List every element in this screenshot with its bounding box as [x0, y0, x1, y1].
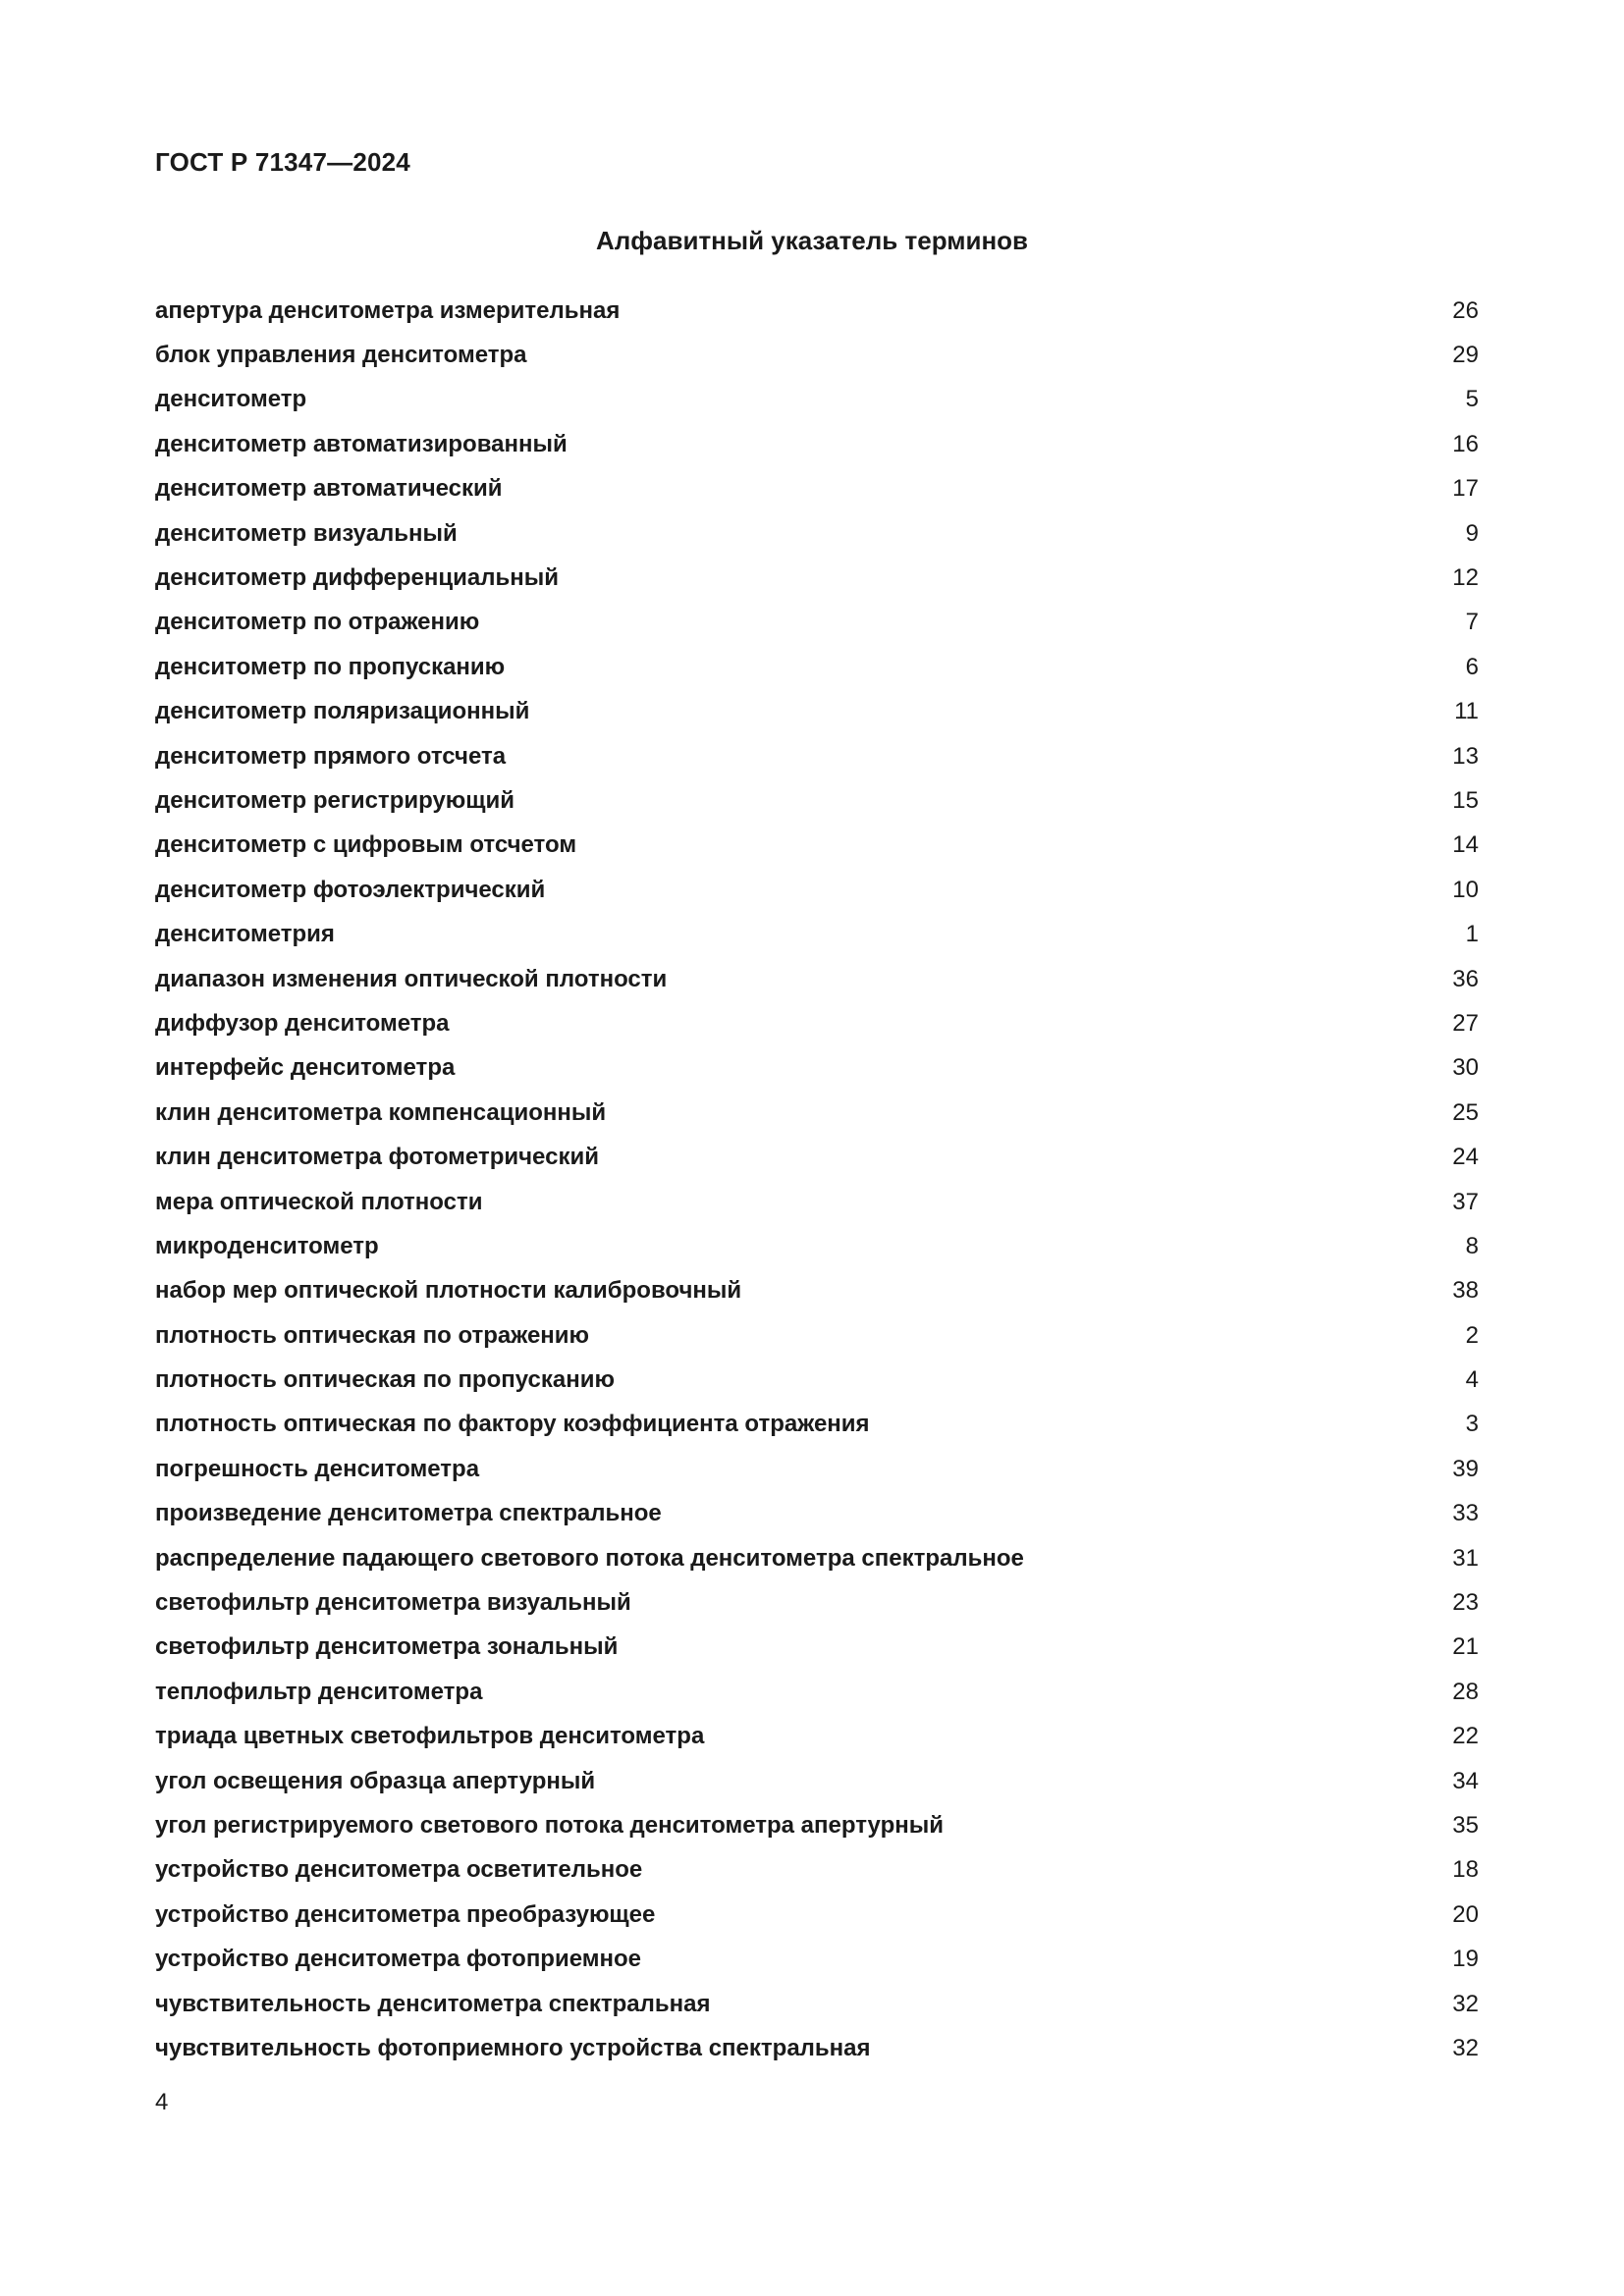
index-term-reference: 12: [1452, 564, 1479, 592]
index-entry: [155, 868, 1479, 912]
index-term-reference: 23: [1452, 1589, 1479, 1617]
index-term: денситометр фотоэлектрический: [155, 876, 546, 903]
index-term: триада цветных светофильтров денситометра: [155, 1723, 705, 1750]
index-term-reference: 26: [1452, 296, 1479, 324]
index-entry: [155, 378, 1479, 422]
index-term-reference: 16: [1452, 430, 1479, 457]
index-term-reference: 13: [1452, 742, 1479, 770]
index-term: денситометр прямого отсчета: [155, 742, 507, 770]
index-term-reference: 38: [1452, 1277, 1479, 1305]
index-term: распределение падающего светового потока денситометра спектральное: [155, 1544, 1024, 1572]
index-term-reference: 35: [1452, 1811, 1479, 1839]
index-term: плотность оптическая по отражению: [155, 1321, 590, 1349]
index-entry: [155, 1848, 1479, 1893]
index-term-reference: 20: [1452, 1900, 1479, 1928]
index-entry: [155, 1046, 1479, 1091]
index-term-reference: 8: [1465, 1232, 1479, 1259]
index-term-reference: 21: [1452, 1633, 1479, 1661]
index-term-reference: 10: [1452, 876, 1479, 903]
index-term: светофильтр денситометра визуальный: [155, 1589, 631, 1617]
page-number: 4: [155, 2089, 169, 2115]
index-term-reference: 6: [1465, 653, 1479, 680]
index-entry: [155, 1358, 1479, 1402]
index-term-reference: 5: [1465, 386, 1479, 413]
index-term-reference: 37: [1452, 1188, 1479, 1215]
index-term: микроденситометр: [155, 1232, 379, 1259]
index-entry: [155, 778, 1479, 823]
index-entry: [155, 912, 1479, 956]
index-entry: [155, 1403, 1479, 1447]
index-term: клин денситометра фотометрический: [155, 1144, 599, 1171]
index-entry: [155, 556, 1479, 600]
index-term-reference: 4: [1465, 1366, 1479, 1394]
index-term: мера оптической плотности: [155, 1188, 483, 1215]
index-term-reference: 31: [1452, 1544, 1479, 1572]
index-entry: [155, 467, 1479, 511]
index-entry: [155, 289, 1479, 333]
index-term-reference: 28: [1452, 1678, 1479, 1705]
index-entry: [155, 1626, 1479, 1670]
index-entry: [155, 1982, 1479, 2026]
index-entry: [155, 1536, 1479, 1580]
index-term-reference: 33: [1452, 1500, 1479, 1527]
index-term: денситометр автоматический: [155, 475, 503, 503]
index-term-reference: 34: [1452, 1767, 1479, 1794]
index-term: произведение денситометра спектральное: [155, 1500, 662, 1527]
index-entry: [155, 1715, 1479, 1759]
index-entry: [155, 1135, 1479, 1179]
index-term-reference: 19: [1452, 1946, 1479, 1973]
index-term-reference: 2: [1465, 1321, 1479, 1349]
term-index-list: [155, 289, 1479, 2071]
index-entry: [155, 2026, 1479, 2070]
index-term: денситометр визуальный: [155, 519, 458, 547]
index-entry: [155, 1670, 1479, 1714]
index-term: устройство денситометра преобразующее: [155, 1900, 656, 1928]
index-entry: [155, 1269, 1479, 1313]
index-term-reference: 22: [1452, 1723, 1479, 1750]
index-term-reference: 29: [1452, 342, 1479, 369]
index-term: чувствительность денситометра спектральная: [155, 1990, 711, 2017]
index-entry: [155, 601, 1479, 645]
index-term-reference: 11: [1454, 698, 1479, 725]
index-entry: [155, 1759, 1479, 1803]
index-term: денситометр по отражению: [155, 609, 480, 636]
index-term: денситометр поляризационный: [155, 698, 530, 725]
index-term-reference: 9: [1465, 519, 1479, 547]
index-entry: [155, 824, 1479, 868]
index-term-reference: 36: [1452, 965, 1479, 992]
index-term: теплофильтр денситометра: [155, 1678, 483, 1705]
index-entry: [155, 1180, 1479, 1224]
index-entry: [155, 1492, 1479, 1536]
index-term-reference: 17: [1452, 475, 1479, 503]
index-term-reference: 24: [1452, 1144, 1479, 1171]
index-term: устройство денситометра осветительное: [155, 1856, 643, 1884]
index-term-reference: 15: [1452, 786, 1479, 814]
index-term-reference: 39: [1452, 1455, 1479, 1482]
index-term: денситометр автоматизированный: [155, 430, 568, 457]
index-term-reference: 1: [1465, 921, 1479, 948]
index-term-reference: 18: [1452, 1856, 1479, 1884]
index-term: блок управления денситометра: [155, 342, 527, 369]
index-term: плотность оптическая по пропусканию: [155, 1366, 615, 1394]
index-term: диапазон изменения оптической плотности: [155, 965, 668, 992]
index-term-reference: 25: [1452, 1098, 1479, 1126]
index-entry: [155, 957, 1479, 1001]
index-term: денситометр регистрирующий: [155, 786, 515, 814]
index-entry: [155, 1893, 1479, 1937]
index-entry: [155, 1313, 1479, 1358]
index-term: плотность оптическая по фактору коэффициента отражения: [155, 1411, 870, 1438]
index-term: денситометр: [155, 386, 307, 413]
index-entry: [155, 1001, 1479, 1045]
document-code: ГОСТ Р 71347—2024: [155, 147, 410, 177]
index-term-reference: 30: [1452, 1054, 1479, 1082]
index-entry: [155, 422, 1479, 466]
index-term-reference: 14: [1452, 831, 1479, 859]
index-term-reference: 3: [1465, 1411, 1479, 1438]
index-term-reference: 7: [1465, 609, 1479, 636]
index-entry: [155, 333, 1479, 377]
index-entry: [155, 734, 1479, 778]
index-term: денситометрия: [155, 921, 335, 948]
index-term: апертура денситометра измерительная: [155, 296, 621, 324]
index-term: денситометр по пропусканию: [155, 653, 506, 680]
index-term: угол освещения образца апертурный: [155, 1767, 596, 1794]
index-term-reference: 32: [1452, 2034, 1479, 2061]
index-entry: [155, 690, 1479, 734]
index-term: денситометр дифференциальный: [155, 564, 559, 592]
index-entry: [155, 1937, 1479, 1981]
index-term: денситометр с цифровым отсчетом: [155, 831, 577, 859]
index-term-reference: 27: [1452, 1009, 1479, 1037]
index-term: светофильтр денситометра зональный: [155, 1633, 619, 1661]
index-term: погрешность денситометра: [155, 1455, 480, 1482]
index-title: Алфавитный указатель терминов: [595, 226, 1029, 255]
index-entry: [155, 1580, 1479, 1625]
index-entry: [155, 645, 1479, 689]
index-term: диффузор денситометра: [155, 1009, 450, 1037]
index-term: интерфейс денситометра: [155, 1054, 456, 1082]
index-entry: [155, 1447, 1479, 1491]
index-term: клин денситометра компенсационный: [155, 1098, 607, 1126]
index-entry: [155, 1224, 1479, 1268]
index-entry: [155, 1803, 1479, 1847]
index-term: чувствительность фотоприемного устройства спектральная: [155, 2034, 871, 2061]
index-entry: [155, 1091, 1479, 1135]
index-term: набор мер оптической плотности калибровочный: [155, 1277, 742, 1305]
index-entry: [155, 511, 1479, 556]
index-term: угол регистрируемого светового потока денситометра апертурный: [155, 1811, 944, 1839]
index-term-reference: 32: [1452, 1990, 1479, 2017]
index-term: устройство денситометра фотоприемное: [155, 1946, 642, 1973]
